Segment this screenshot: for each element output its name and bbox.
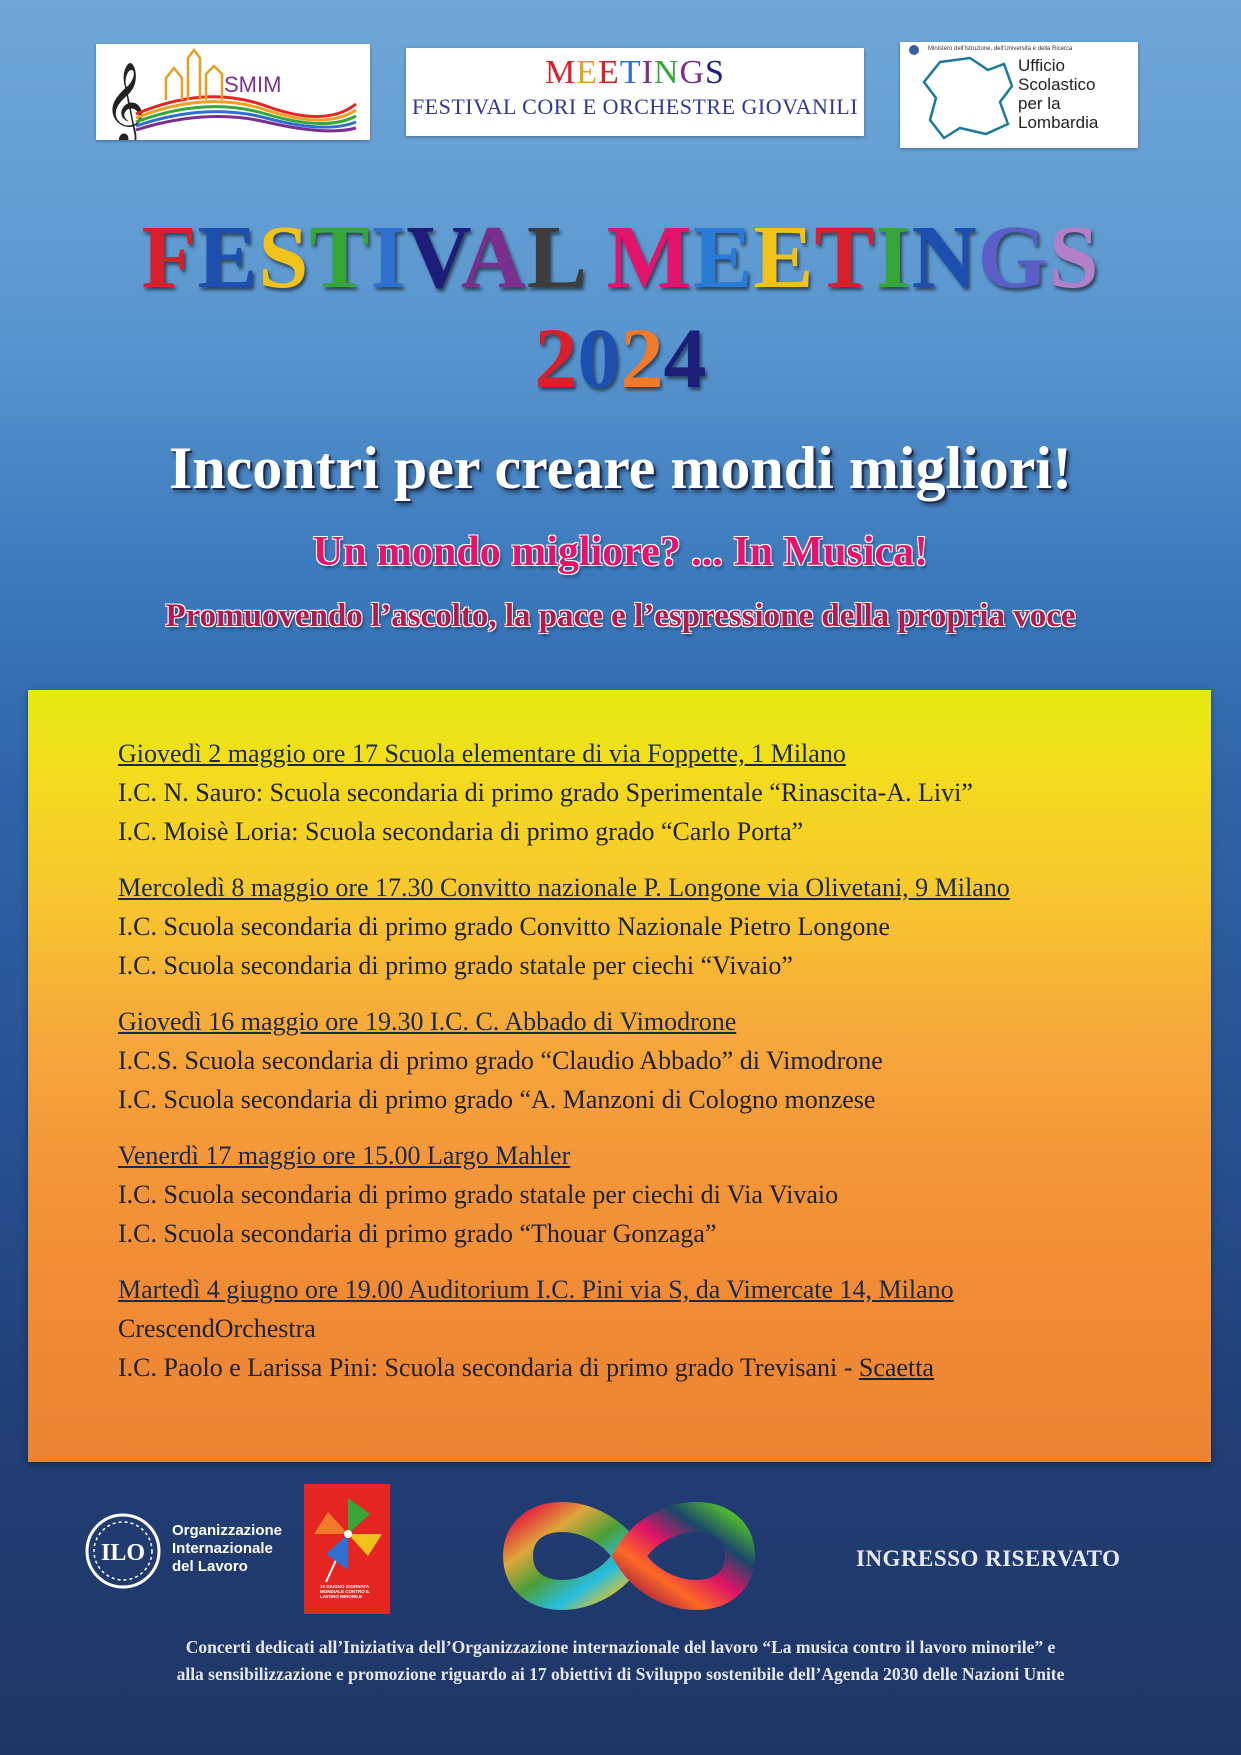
usr-lombardia-logo [900,42,1138,148]
festival-year [0,308,1241,408]
entry-notice: INGRESSO RISERVATO [856,1546,1121,1571]
event-school: CrescendOrchestra [118,1314,316,1343]
event-school: I.C. Scuola secondaria di primo grado statale per ciechi “Vivaio” [118,951,793,980]
event-heading: Giovedì 16 maggio ore 19.30 I.C. C. Abbado di Vimodrone [118,1007,737,1036]
usr-logo-line: Scolastico [1018,75,1096,94]
meetings-festival-logo [406,48,864,136]
event-school: I.C. Scuola secondaria di primo grado “A. Manzoni di Cologno monzese [118,1085,876,1114]
event-school: I.C. Moisè Loria: Scuola secondaria di primo grado “Carlo Porta” [118,817,804,846]
meetings-logo-subtitle: FESTIVAL CORI E ORCHESTRE GIOVANILI [411,94,859,119]
usr-ministry-text: Ministero dell'Istruzione, dell'Università e della Ricerca [928,46,1073,52]
title-letter: V [406,208,461,307]
event-5 [118,1270,1191,1387]
event-school: I.C. Scuola secondaria di primo grado Convitto Nazionale Pietro Longone [118,912,890,941]
footer-line: alla sensibilizzazione e promozione riguardo ai 17 obiettivi di Sviluppo sostenibile dell’Agenda 2030 delle Nazioni Unite [176,1664,1065,1684]
event-school: I.C. N. Sauro: Scuola secondaria di primo grado Sperimentale “Rinascita-A. Livi” [118,778,973,807]
title-letter: I [370,208,407,307]
usr-logo-text [1018,56,1098,132]
title-letter: T [309,208,371,307]
footer-line: Concerti dedicati all’Iniziativa dell’Organizzazione internazionale del lavoro “La musica contro il lavoro minorile” e [185,1637,1056,1657]
title-letter: E [753,208,815,307]
title-letter: 4 [663,310,707,406]
event-school: I.C. Scuola secondaria di primo grado statale per ciechi di Via Vivaio [118,1180,839,1209]
title-letter [583,208,607,307]
ilo-name-line: Organizzazione [172,1522,283,1539]
title-letter: 0 [577,310,621,406]
title-letter: S [258,208,310,307]
event-school: I.C. Scuola secondaria di primo grado “Thouar Gonzaga” [118,1219,717,1248]
scaetta-link[interactable]: Scaetta [858,1353,934,1382]
title-letter: 2 [620,310,664,406]
event-3 [118,1002,1191,1119]
event-school-text: I.C. Paolo e Larissa Pini: Scuola secondaria di primo grado Trevisani - [118,1353,859,1382]
title-letter: E [197,208,259,307]
title-letter: S [1048,208,1100,307]
schedule-panel [28,690,1211,1462]
pinwheel-label: 16 GIUGNO GIORNATA MONDIALE CONTRO IL LAVORO MINORILE [320,1584,370,1599]
event-school [118,1348,1191,1387]
title-letter: G [977,208,1049,307]
title-letter: M [606,208,693,307]
festival-title [0,206,1241,309]
title-letter: T [814,208,876,307]
svg-text:𝄞: 𝄞 [104,61,146,140]
title-letter: F [141,208,198,307]
usr-logo-line: Lombardia [1018,113,1099,132]
event-heading: Martedì 4 giugno ore 19.00 Auditorium I.C. Pini via S, da Vimercate 14, Milano [118,1275,954,1304]
smim-logo-text: SMIM [224,72,282,97]
subheadline: Un mondo migliore? ... In Musica! [312,529,929,575]
event-2 [118,868,1191,985]
event-school: I.C.S. Scuola secondaria di primo grado “Claudio Abbado” di Vimodrone [118,1046,883,1075]
event-heading: Venerdì 17 maggio ore 15.00 Largo Mahler [118,1141,571,1170]
title-letter: A [460,208,527,307]
event-1 [118,734,1191,851]
event-heading: Mercoledì 8 maggio ore 17.30 Convitto nazionale P. Longone via Olivetani, 9 Milano [118,873,1010,902]
meetings-logo-title: MEETINGS [545,54,725,91]
footer-note [0,1634,1241,1688]
event-list [118,734,1191,1404]
smim-logo-graphic [96,44,370,140]
ilo-name-line: del Lavoro [172,1558,248,1575]
pinwheel-logo [304,1484,390,1614]
usr-logo-line: per la [1018,94,1061,113]
ilo-emblem-text: ILO [100,1540,146,1566]
title-letter: E [692,208,754,307]
ilo-name-line: Internazionale [172,1540,273,1557]
tagline: Promuovendo l’ascolto, la pace e l’espressione della propria voce [165,598,1076,634]
ilo-emblem-icon [84,1512,162,1590]
usr-logo-line: Ufficio [1018,56,1065,75]
event-4 [118,1136,1191,1253]
headline: Incontri per creare mondi migliori! [168,435,1073,501]
sdg-infinity-icon [498,1494,760,1618]
pinwheel-icon [304,1484,390,1584]
title-letter: L [526,208,583,307]
title-letter: I [875,208,912,307]
title-letter: 2 [534,310,578,406]
ilo-name [172,1522,282,1576]
title-letter: N [911,208,978,307]
smim-logo [96,44,370,140]
event-heading: Giovedì 2 maggio ore 17 Scuola elementare di via Foppette, 1 Milano [118,739,846,768]
